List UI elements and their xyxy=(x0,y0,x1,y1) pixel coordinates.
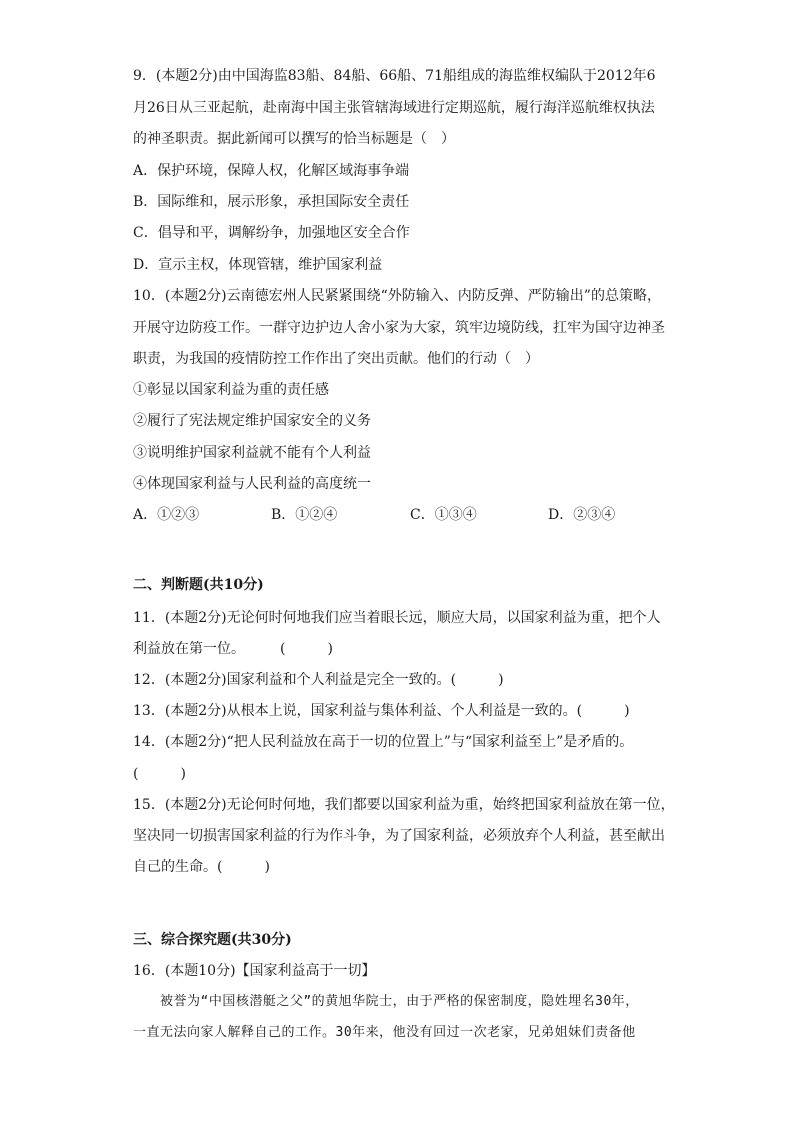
q14-line-2: ( ) xyxy=(133,766,186,782)
q10-option-c: C．①③④ xyxy=(410,507,477,523)
q15-line-1: 15．(本题2分)无论何时何地，我们都要以国家利益为重，始终把国家利益放在第一位， xyxy=(133,797,675,813)
q13-line: 13．(本题2分)从根本上说，国家利益与集体利益、个人利益是一致的。( ) xyxy=(133,703,630,719)
q10-item-1: ①彰显以国家利益为重的责任感 xyxy=(133,382,329,398)
q10-stem-line-3: 职责，为我国的疫情防控工作作出了突出贡献。他们的行动（ ） xyxy=(133,351,539,367)
q10-stem-line-1: 10．(本题2分)云南德宏州人民紧紧围绕“外防输入、内防反弹、严防输出”的总策略， xyxy=(133,288,661,304)
section-3-title: 三、综合探究题(共30分) xyxy=(133,932,292,948)
q12-line: 12．(本题2分)国家利益和个人利益是完全一致的。( ) xyxy=(133,672,504,688)
section-2-title: 二、判断题(共10分) xyxy=(133,577,264,593)
q9-option-b: B．国际维和，展示形象，承担国际安全责任 xyxy=(133,194,410,210)
q10-stem-line-2: 开展守边防疫工作。一群守边护边人舍小家为大家，筑牢边境防线，扛牢为国守边神圣 xyxy=(133,320,665,336)
q9-option-a: A．保护环境，保障人权，化解区域海事争端 xyxy=(133,163,410,179)
q9-stem-line-3: 的神圣职责。据此新闻可以撰写的恰当标题是（ ） xyxy=(133,131,455,147)
q15-line-2: 坚决同一切损害国家利益的行为作斗争，为了国家利益，必须放弃个人利益，甚至献出 xyxy=(133,828,665,844)
q9-stem-line-2: 月26日从三亚起航，赴南海中国主张管辖海域进行定期巡航，履行海洋巡航维权执法 xyxy=(133,100,655,116)
q10-option-d: D．②③④ xyxy=(548,507,616,523)
q10-options-row xyxy=(133,505,653,525)
q10-option-b: B．①②④ xyxy=(271,507,338,523)
q10-option-a: A．①②③ xyxy=(133,507,200,523)
q14-line-1: 14．(本题2分)“把人民利益放在高于一切的位置上”与“国家利益至上”是矛盾的。 xyxy=(133,734,634,750)
q10-item-2: ②履行了宪法规定维护国家安全的义务 xyxy=(133,413,371,429)
q9-option-c: C．倡导和平，调解纷争，加强地区安全合作 xyxy=(133,225,410,241)
q11-line-1: 11．(本题2分)无论何时何地我们应当着眼长远，顺应大局，以国家利益为重，把个人 xyxy=(133,610,661,626)
q10-item-4: ④体现国家利益与人民利益的高度统一 xyxy=(133,476,371,492)
q11-line-2: 利益放在第一位。 ( ) xyxy=(133,641,333,657)
q16-passage-line-2: 一直无法向家人解释自己的工作。30年来，他没有回过一次老家，兄弟姐妹们责备他 xyxy=(133,1025,636,1040)
q10-item-3: ③说明维护国家利益就不能有个人利益 xyxy=(133,445,371,461)
q9-stem-line-1: 9．(本题2分)由中国海监83船、84船、66船、71船组成的海监维权编队于2012年6 xyxy=(133,68,656,84)
q9-option-d: D．宣示主权，体现管辖，维护国家利益 xyxy=(133,257,383,273)
q15-line-3: 自己的生命。( ) xyxy=(133,859,270,875)
q16-passage-line-1: 被誉为“中国核潜艇之父”的黄旭华院士，由于严格的保密制度，隐姓埋名30年， xyxy=(133,994,639,1009)
q16-header: 16．(本题10分)【国家利益高于一切】 xyxy=(133,963,376,979)
